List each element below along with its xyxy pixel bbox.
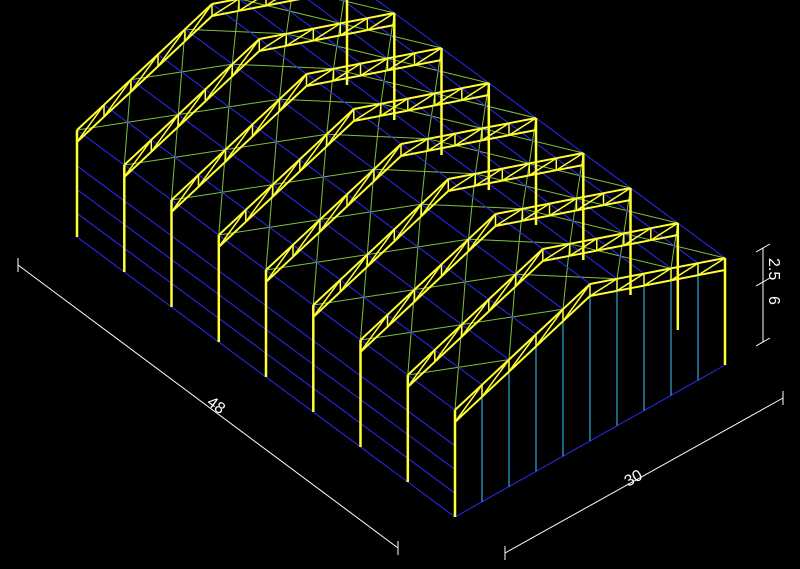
truss-diagonal [104,80,131,117]
truss-top-chord [280,74,307,99]
length-dimension-label: 48 [203,393,229,418]
truss-diagonal [388,290,415,327]
truss-top-chord [509,334,536,359]
truss-diagonal [151,115,178,152]
truss-diagonal [482,360,509,397]
truss-diagonal [347,169,374,206]
purlin-layer [77,0,725,517]
truss-top-chord [327,109,354,134]
truss-diagonal [340,255,367,292]
truss-bottom-chord [482,372,509,397]
truss-diagonal [293,220,320,257]
truss-bottom-chord [205,76,232,101]
truss-bottom-chord [394,216,421,241]
column-layer [77,0,725,517]
truss-top-chord [185,4,212,29]
truss-bottom-chord [563,296,590,321]
truss-diagonal [266,245,293,282]
truss-top-chord [516,249,543,274]
truss-bottom-chord [232,51,259,76]
width-dimension-line [505,398,783,553]
truss-bottom-chord [327,121,354,146]
truss-diagonal [273,159,300,196]
truss-diagonal [320,194,347,231]
truss-top-chord [232,39,259,64]
truss-diagonal [455,385,482,422]
truss-diagonal [124,140,151,177]
truss-diagonal [536,309,563,346]
truss-bottom-chord [421,191,448,216]
truss-top-chord [374,144,401,169]
truss-diagonal [421,179,448,216]
truss-diagonal [516,249,543,286]
height-lower-label: 6 [765,296,782,305]
truss-diagonal [374,144,401,181]
truss-bottom-chord [246,197,273,222]
truss-bottom-chord [455,397,482,422]
truss-top-chord [455,385,482,410]
truss-bottom-chord [340,267,367,292]
truss-diagonal [232,39,259,76]
truss-bottom-chord [374,156,401,181]
truss-diagonal [158,29,185,66]
height-upper-label: 2.5 [765,258,782,281]
truss-diagonal [509,334,536,371]
truss-diagonal [300,134,327,171]
truss-bottom-chord [151,127,178,152]
truss-bottom-chord [442,251,469,276]
truss-bottom-chord [516,261,543,286]
truss-diagonal [394,204,421,241]
truss-bottom-chord [469,226,496,251]
truss-bottom-chord [509,346,536,371]
truss-bottom-chord [489,286,516,311]
truss-diagonal [185,4,212,41]
truss-bottom-chord [104,92,131,117]
truss-bottom-chord [185,16,212,41]
truss-bottom-chord [199,162,226,187]
truss-diagonal [563,284,590,321]
truss-diagonal [361,315,388,352]
truss-bottom-chord [536,321,563,346]
truss-diagonal [313,280,340,317]
truss-top-chord [563,284,590,309]
truss-diagonal [462,299,489,336]
truss-diagonal [246,185,273,222]
truss-diagonal [77,105,104,142]
truss-diagonal [199,150,226,187]
truss-top-chord [421,179,448,204]
truss-bottom-chord [435,337,462,362]
truss-diagonal [280,74,307,111]
truss-bottom-chord [280,86,307,111]
truss-bottom-chord [158,41,185,66]
truss-bottom-chord [388,302,415,327]
truss-top-chord [104,80,131,105]
truss-diagonal [172,175,199,212]
truss-diagonal [367,229,394,266]
truss-diagonal [226,124,253,161]
truss-diagonal [442,239,469,276]
truss-diagonal [408,350,435,387]
truss-bottom-chord [293,232,320,257]
truss-diagonal [469,214,496,251]
truss-top-chord [158,29,185,54]
truss-top-chord [469,214,496,239]
truss-diagonal [435,325,462,362]
truss-diagonal [327,109,354,146]
truss-diagonal [415,264,442,301]
roof-bracing [286,0,293,34]
truss-diagonal [131,54,158,91]
truss-diagonal [205,64,232,101]
truss-bottom-chord [253,111,280,136]
truss-diagonal [219,210,246,247]
truss-diagonal [489,274,516,311]
truss-diagonal [178,89,205,126]
truss-bottom-chord [347,181,374,206]
truss-diagonal [253,99,280,136]
width-dimension-label: 30 [621,467,646,491]
truss-bottom-chord [300,146,327,171]
